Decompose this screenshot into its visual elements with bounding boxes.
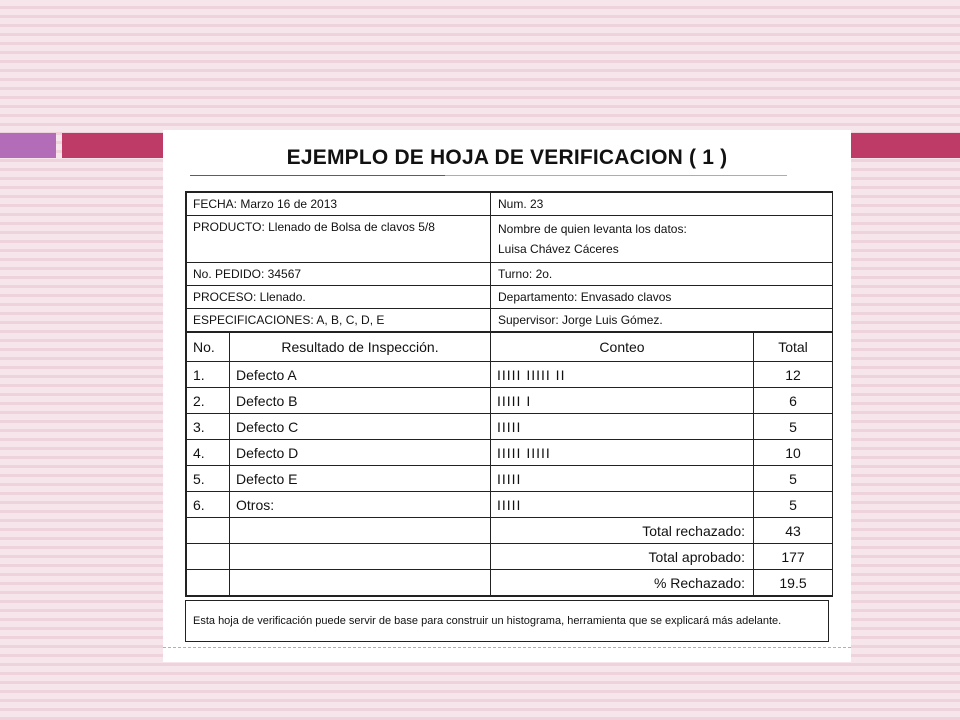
row-total: 12 (754, 362, 833, 388)
row-no: 2. (187, 388, 230, 414)
nombre-value: Luisa Chávez Cáceres (498, 242, 619, 256)
row-resultado: Defecto B (230, 388, 491, 414)
sheet-frame (185, 191, 833, 597)
summary-row (187, 518, 833, 544)
table-row (187, 362, 833, 388)
empty-cell (230, 544, 491, 570)
table-row (187, 440, 833, 466)
proceso-cell: PROCESO: Llenado. (187, 286, 491, 309)
row-no: 3. (187, 414, 230, 440)
row-no: 5. (187, 466, 230, 492)
nombre-cell (491, 216, 833, 263)
departamento-cell: Departamento: Envasado clavos (491, 286, 833, 309)
title-underline-faint (445, 175, 787, 176)
table-row (187, 492, 833, 518)
nombre-label: Nombre de quien levanta los datos: (498, 222, 687, 236)
table-header-row (187, 333, 833, 362)
info-row (187, 286, 833, 309)
row-total: 6 (754, 388, 833, 414)
info-row (187, 263, 833, 286)
summary-row (187, 570, 833, 596)
row-total: 5 (754, 466, 833, 492)
header-total: Total (754, 333, 833, 362)
row-conteo: IIIII (491, 414, 754, 440)
title-underline (190, 175, 445, 176)
summary-label: Total rechazado: (491, 518, 754, 544)
summary-value: 177 (754, 544, 833, 570)
row-conteo: IIIII (491, 492, 754, 518)
empty-cell (230, 518, 491, 544)
row-resultado: Defecto A (230, 362, 491, 388)
empty-cell (187, 544, 230, 570)
row-conteo: IIIII IIIII II (491, 362, 754, 388)
info-row (187, 309, 833, 332)
row-resultado: Otros: (230, 492, 491, 518)
sheet-title: EJEMPLO DE HOJA DE VERIFICACION ( 1 ) (286, 146, 728, 169)
summary-value: 43 (754, 518, 833, 544)
header-resultado: Resultado de Inspección. (230, 333, 491, 362)
inspection-table (186, 332, 833, 596)
info-row (187, 193, 833, 216)
footnote-box (185, 600, 829, 642)
summary-row (187, 544, 833, 570)
row-total: 5 (754, 414, 833, 440)
accent-bar-purple (0, 133, 56, 158)
row-no: 6. (187, 492, 230, 518)
empty-cell (187, 518, 230, 544)
producto-cell: PRODUCTO: Llenado de Bolsa de clavos 5/8 (187, 216, 491, 263)
summary-label: % Rechazado: (491, 570, 754, 596)
row-conteo: IIIII I (491, 388, 754, 414)
table-row (187, 414, 833, 440)
turno-cell: Turno: 2o. (491, 263, 833, 286)
empty-cell (230, 570, 491, 596)
row-no: 4. (187, 440, 230, 466)
supervisor-cell: Supervisor: Jorge Luis Gómez. (491, 309, 833, 332)
verification-sheet-image (163, 130, 851, 662)
header-conteo: Conteo (491, 333, 754, 362)
especificaciones-cell: ESPECIFICACIONES: A, B, C, D, E (187, 309, 491, 332)
row-total: 10 (754, 440, 833, 466)
table-row (187, 388, 833, 414)
num-cell: Num. 23 (491, 193, 833, 216)
footnote-text: Esta hoja de verificación puede servir de base para construir un histograma, herramienta que se explicará más adelante. (193, 615, 782, 627)
table-row (187, 466, 833, 492)
row-no: 1. (187, 362, 230, 388)
info-row (187, 216, 833, 263)
accent-bar-right (850, 133, 960, 158)
summary-value: 19.5 (754, 570, 833, 596)
empty-cell (187, 570, 230, 596)
info-table (186, 192, 833, 332)
summary-label: Total aprobado: (491, 544, 754, 570)
row-conteo: IIIII (491, 466, 754, 492)
pedido-cell: No. PEDIDO: 34567 (187, 263, 491, 286)
dashed-divider (163, 647, 851, 648)
row-resultado: Defecto E (230, 466, 491, 492)
row-total: 5 (754, 492, 833, 518)
header-no: No. (187, 333, 230, 362)
row-conteo: IIIII IIIII (491, 440, 754, 466)
row-resultado: Defecto D (230, 440, 491, 466)
fecha-cell: FECHA: Marzo 16 de 2013 (187, 193, 491, 216)
row-resultado: Defecto C (230, 414, 491, 440)
